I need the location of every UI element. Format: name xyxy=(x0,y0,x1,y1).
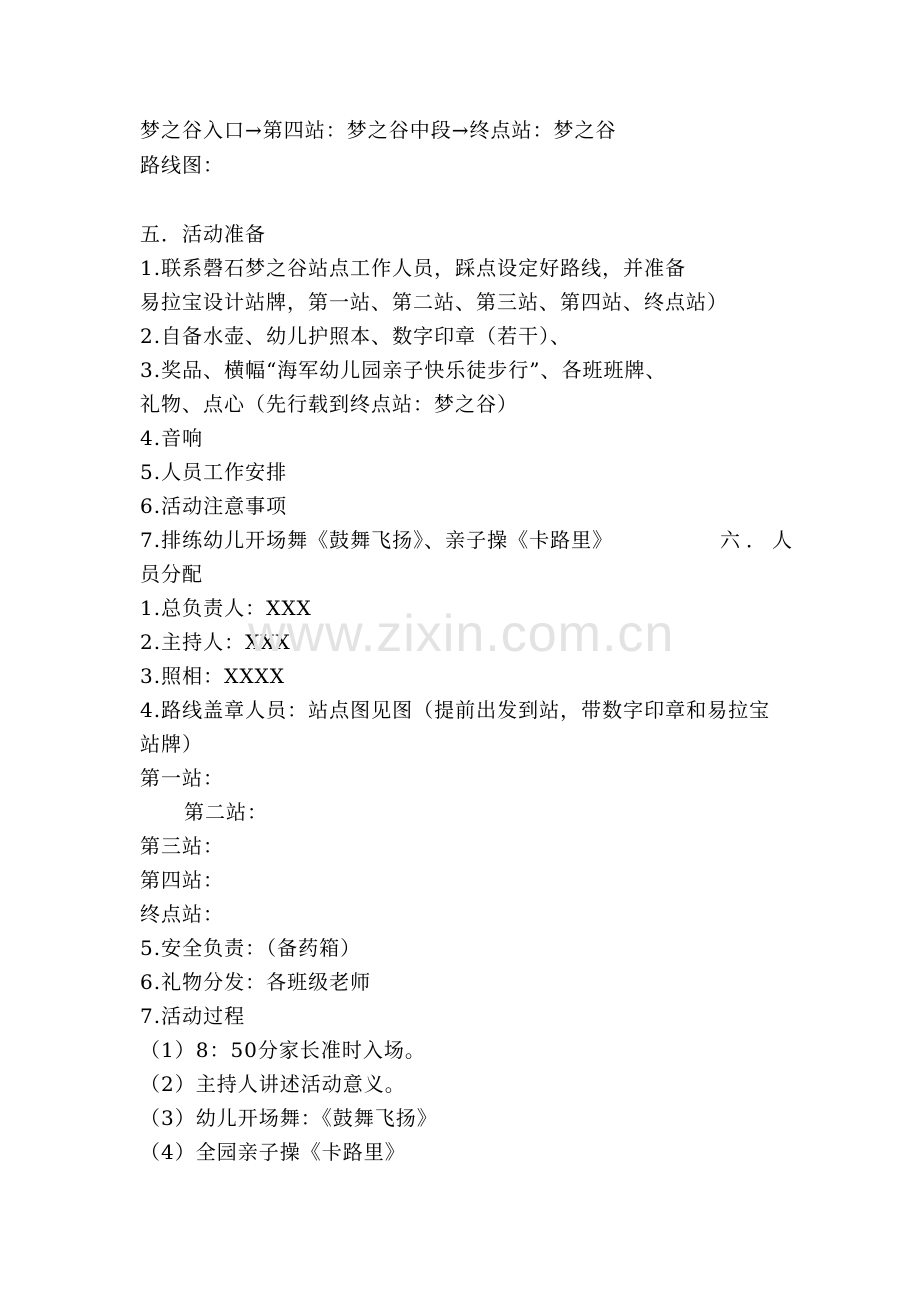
station-4: 第四站： xyxy=(140,868,224,892)
process-step-1: （1）8：50分家长准时入场。 xyxy=(140,1038,426,1062)
prep-item-3: 3.奖品、横幅“海军幼儿园亲子快乐徒步行”、各班班牌、 xyxy=(140,358,667,382)
staff-item-4-cont: 站牌） xyxy=(140,732,203,756)
station-3: 第三站： xyxy=(140,834,224,858)
watermark: www.zixin.com.cn xyxy=(248,605,675,663)
section-heading-staff-start: 六．人 xyxy=(720,528,798,552)
staff-item-3: 3.照相：XXXX xyxy=(140,664,286,688)
staff-item-6: 6.礼物分发：各班级老师 xyxy=(140,970,372,994)
process-step-3: （3）幼儿开场舞：《鼓舞飞扬》 xyxy=(140,1106,438,1130)
prep-item-6: 6.活动注意事项 xyxy=(140,494,288,518)
route-map-label: 路线图： xyxy=(140,153,224,177)
route-line: 梦之谷入口→第四站：梦之谷中段→终点站：梦之谷 xyxy=(140,118,617,142)
staff-item-1: 1.总负责人：XXX xyxy=(140,596,312,620)
prep-item-5: 5.人员工作安排 xyxy=(140,460,288,484)
prep-item-4: 4.音响 xyxy=(140,426,204,450)
prep-item-1: 1.联系磬石梦之谷站点工作人员，踩点设定好路线，并准备 xyxy=(140,256,687,280)
station-final: 终点站： xyxy=(140,902,224,926)
prep-item-3-cont: 礼物、点心（先行载到终点站：梦之谷） xyxy=(140,392,518,416)
process-step-2: （2）主持人讲述活动意义。 xyxy=(140,1072,406,1096)
process-step-4: （4）全园亲子操《卡路里》 xyxy=(140,1140,406,1164)
prep-item-7: 7.排练幼儿开场舞《鼓舞飞扬》、亲子操《卡路里》 xyxy=(140,528,614,552)
staff-item-7: 7.活动过程 xyxy=(140,1004,246,1028)
station-2: 第二站： xyxy=(184,800,268,824)
section-heading-staff-end: 员分配 xyxy=(140,562,203,586)
section-heading-preparation: 五．活动准备 xyxy=(140,222,266,246)
prep-item-2: 2.自备水壶、幼儿护照本、数字印章（若干）、 xyxy=(140,324,572,348)
station-1: 第一站： xyxy=(140,766,224,790)
prep-item-1-cont: 易拉宝设计站牌，第一站、第二站、第三站、第四站、终点站） xyxy=(140,290,728,314)
staff-item-4: 4.路线盖章人员：站点图见图（提前出发到站，带数字印章和易拉宝 xyxy=(140,698,771,722)
staff-item-5: 5.安全负责：（备药箱） xyxy=(140,936,362,960)
staff-item-2: 2.主持人：XXX xyxy=(140,630,291,654)
